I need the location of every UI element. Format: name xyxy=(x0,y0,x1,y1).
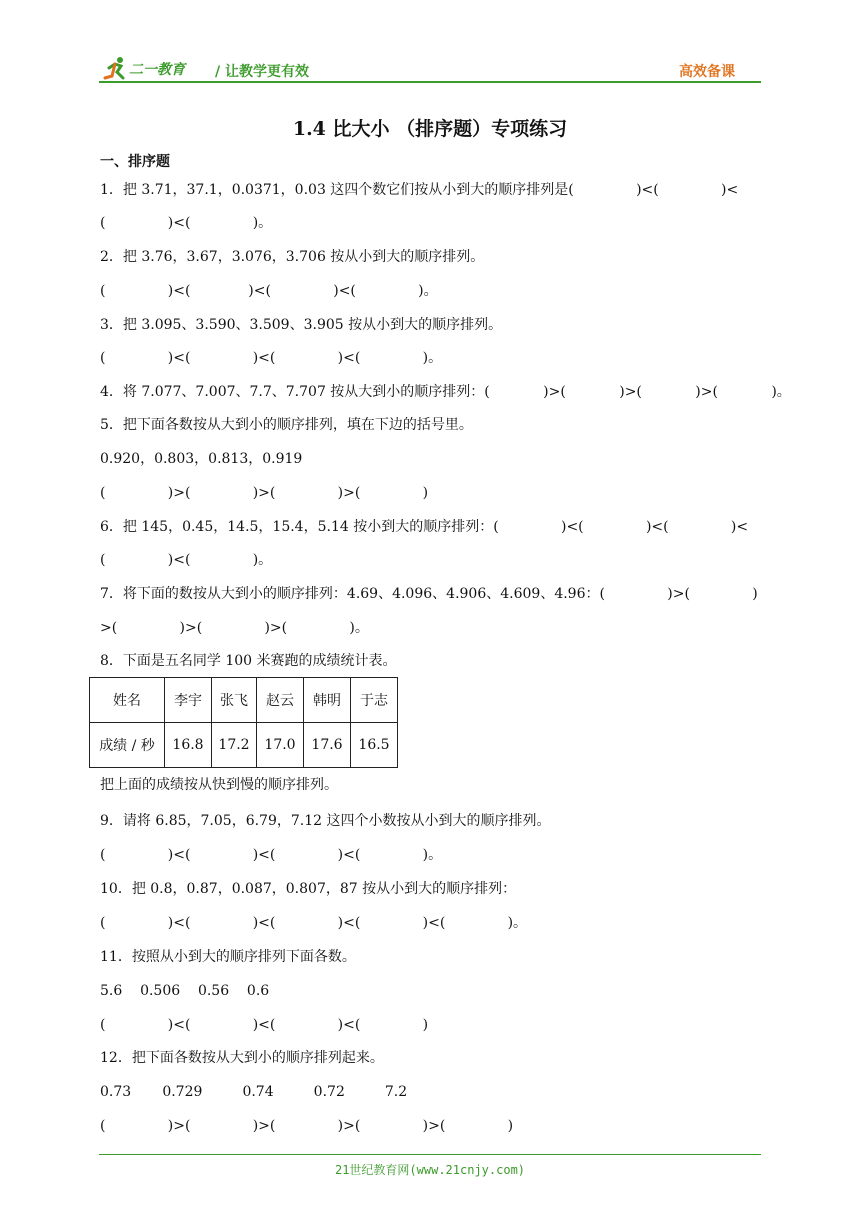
header-slogan: / 让教学更有效 xyxy=(215,64,309,80)
question-line: 12．把下面各数按从大到小的顺序排列起来。 xyxy=(100,1050,384,1066)
header-brand: 高效备课 xyxy=(679,64,735,80)
footer-divider xyxy=(99,1154,761,1155)
answer-line: ( )>( )>( )>( ) xyxy=(100,485,429,501)
runner-icon xyxy=(103,56,129,80)
table-cell: 17.2 xyxy=(212,723,257,768)
table-cell: 17.0 xyxy=(257,723,304,768)
answer-line: ( )>( )>( )>( )>( ) xyxy=(100,1118,514,1134)
answer-line: ( )<( )<( )<( )。 xyxy=(100,847,443,863)
answer-line: ( )<( )<( )<( )<( )。 xyxy=(100,915,528,931)
answer-line: ( )<( )<( )<( )。 xyxy=(100,350,443,366)
question-line: 把上面的成绩按从快到慢的顺序排列。 xyxy=(100,777,338,793)
number-list: 5.6 0.506 0.56 0.6 xyxy=(100,983,270,999)
answer-line: ( )<( )<( )<( ) xyxy=(100,1017,429,1033)
score-table xyxy=(89,677,398,768)
question-line: >( )>( )>( )。 xyxy=(100,620,369,636)
question-line: 11．按照从小到大的顺序排列下面各数。 xyxy=(100,949,356,965)
table-cell: 赵云 xyxy=(257,678,304,723)
table-cell: 韩明 xyxy=(304,678,351,723)
number-list: 0.920，0.803，0.813，0.919 xyxy=(100,451,303,467)
question-line: 2．把 3.76，3.67，3.076，3.706 按从小到大的顺序排列。 xyxy=(100,249,485,265)
footer-link[interactable]: 21世纪教育网(www.21cnjy.com) xyxy=(334,1163,526,1177)
question-line: 3．把 3.095、3.590、3.509、3.905 按从小到大的顺序排列。 xyxy=(100,317,503,333)
table-cell: 16.8 xyxy=(165,723,212,768)
question-line: 4．将 7.077、7.007、7.7、7.707 按从大到小的顺序排列：( )>( )>( )>( )。 xyxy=(100,384,791,400)
logo-text: 二一教育 xyxy=(129,62,185,78)
table-cell: 17.6 xyxy=(304,723,351,768)
question-line: 5．把下面各数按从大到小的顺序排列，填在下边的括号里。 xyxy=(100,417,473,433)
question-line: 9．请将 6.85，7.05，6.79，7.12 这四个小数按从小到大的顺序排列。 xyxy=(100,813,551,829)
question-line: ( )<( )。 xyxy=(100,215,273,231)
table-cell: 李宇 xyxy=(165,678,212,723)
question-line: 7．将下面的数按从大到小的顺序排列：4.69、4.096、4.906、4.609、4.96：( )>( ) xyxy=(100,586,758,602)
table-row xyxy=(90,678,398,723)
question-line: 1．把 3.71，37.1，0.0371，0.03 这四个数它们按从小到大的顺序排列是( )<( )< xyxy=(100,182,739,198)
page-title: 1.4 比大小 （排序题）专项练习 xyxy=(292,118,568,140)
page-header xyxy=(99,56,761,82)
table-row xyxy=(90,723,398,768)
section-title: 一、排序题 xyxy=(100,154,170,170)
table-header-cell: 成绩 / 秒 xyxy=(90,723,165,768)
answer-line: ( )<( )<( )<( )。 xyxy=(100,283,438,299)
question-line: ( )<( )。 xyxy=(100,552,273,568)
number-list: 0.73 0.729 0.74 0.72 7.2 xyxy=(100,1084,408,1100)
table-cell: 于志 xyxy=(351,678,398,723)
table-cell: 16.5 xyxy=(351,723,398,768)
question-line: 6．把 145，0.45，14.5，15.4，5.14 按小到大的顺序排列：( )<( )<( )< xyxy=(100,519,749,535)
table-header-cell: 姓名 xyxy=(90,678,165,723)
table-cell: 张飞 xyxy=(212,678,257,723)
question-line: 8．下面是五名同学 100 米赛跑的成绩统计表。 xyxy=(100,653,397,669)
question-line: 10．把 0.8，0.87，0.087，0.807，87 按从小到大的顺序排列： xyxy=(100,881,517,897)
site-logo xyxy=(103,56,199,82)
header-divider xyxy=(99,81,761,83)
